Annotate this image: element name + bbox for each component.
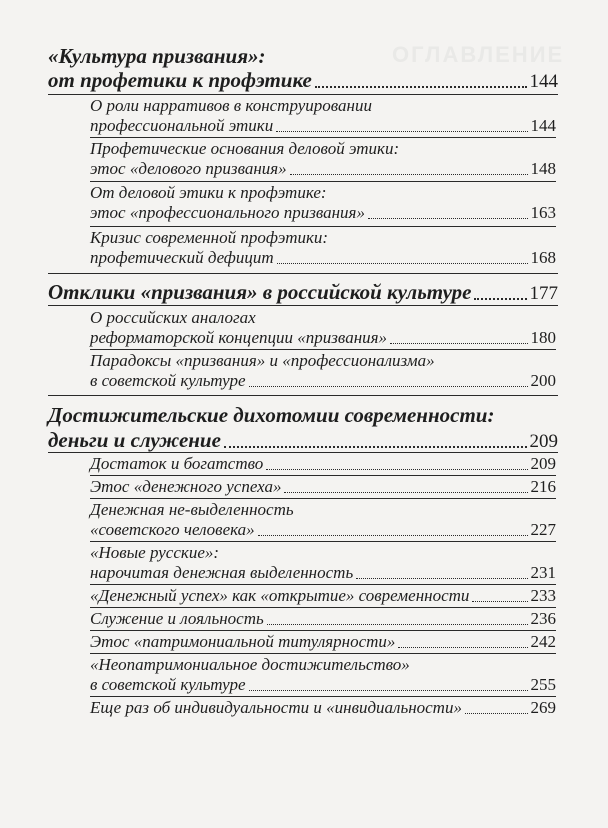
toc-item-1-1-line-1[interactable]: О роли нарративов в конструировании: [90, 96, 372, 115]
page-number: 227: [530, 520, 556, 539]
section-divider: [48, 395, 558, 396]
leader-dots: [276, 131, 527, 132]
page-number: 168: [530, 248, 556, 267]
leader-dots: [390, 343, 527, 344]
item-divider: [90, 541, 556, 542]
leader-dots: [224, 446, 527, 448]
section-3-title-line-2[interactable]: деньги и служение 209: [48, 428, 558, 452]
leader-dots: [474, 298, 526, 300]
toc-item-3-4-line-1[interactable]: «Новые русские»:: [90, 543, 220, 562]
leader-dots: [465, 713, 528, 714]
toc-item-2-1-line-1[interactable]: О российских аналогах: [90, 308, 256, 327]
leader-dots: [398, 647, 527, 648]
item-divider: [90, 696, 556, 697]
page-number: 180: [530, 328, 556, 347]
toc-item-3-3-line-2[interactable]: «советского человека» 227: [90, 520, 556, 539]
page-number: 163: [530, 203, 556, 222]
toc-item-2-2-line-2[interactable]: в советской культуре 200: [90, 371, 556, 390]
toc-item-3-8-line-1[interactable]: «Неопатримониальное достижительство»: [90, 655, 410, 674]
page-number: 236: [530, 609, 556, 628]
page-number: 231: [530, 563, 556, 582]
page-number: 144: [529, 71, 558, 92]
page-number: 242: [530, 632, 556, 651]
toc-item-3-5[interactable]: «Денежный успех» как «открытие» современности 233: [90, 586, 556, 605]
leader-dots: [267, 624, 528, 625]
toc-item-1-1-line-2[interactable]: профессиональной этики 144: [90, 116, 556, 135]
section-2-title[interactable]: Отклики «призвания» в российской культуре 177: [48, 280, 558, 304]
leader-dots: [290, 174, 528, 175]
leader-dots: [277, 263, 528, 264]
page-number: 144: [530, 116, 556, 135]
item-divider: [90, 584, 556, 585]
item-divider: [90, 181, 556, 182]
toc-item-1-3-line-1[interactable]: От деловой этики к профэтике:: [90, 183, 327, 202]
toc-item-2-1-line-2[interactable]: реформаторской концепции «призвания» 180: [90, 328, 556, 347]
leader-dots: [258, 535, 528, 536]
toc-item-1-3-line-2[interactable]: этос «профессионального призвания» 163: [90, 203, 556, 222]
toc-item-3-8-line-2[interactable]: в советской культуре 255: [90, 675, 556, 694]
toc-item-3-6[interactable]: Служение и лояльность 236: [90, 609, 556, 628]
leader-dots: [266, 469, 527, 470]
leader-dots: [284, 492, 527, 493]
toc-item-1-2-line-1[interactable]: Профетические основания деловой этики:: [90, 139, 400, 158]
page-number: 216: [530, 477, 556, 496]
leader-dots: [315, 86, 527, 88]
page-number: 255: [530, 675, 556, 694]
item-divider: [90, 630, 556, 631]
item-divider: [90, 137, 556, 138]
toc-item-1-4-line-1[interactable]: Кризис современной профэтики:: [90, 228, 329, 247]
item-divider: [90, 498, 556, 499]
section-1-title-line-1[interactable]: «Культура призвания»:: [48, 44, 266, 68]
faint-bleedthrough-heading: ОГЛАВЛЕНИЕ: [392, 42, 565, 67]
page-number: 209: [530, 454, 556, 473]
leader-dots: [356, 578, 527, 579]
page-number: 209: [529, 431, 558, 452]
toc-item-3-4-line-2[interactable]: нарочитая денежная выделенность 231: [90, 563, 556, 582]
toc-item-3-1[interactable]: Достаток и богатство 209: [90, 454, 556, 473]
page-number: 269: [530, 698, 556, 717]
item-divider: [90, 653, 556, 654]
toc-item-3-9[interactable]: Еще раз об индивидуальности и «инвидиальности» 269: [90, 698, 556, 717]
leader-dots: [249, 690, 528, 691]
item-divider: [90, 607, 556, 608]
page-number: 177: [529, 283, 558, 304]
toc-item-3-2[interactable]: Этос «денежного успеха» 216: [90, 477, 556, 496]
leader-dots: [249, 386, 528, 387]
toc-item-1-2-line-2[interactable]: этос «делового призвания» 148: [90, 159, 556, 178]
page-number: 148: [530, 159, 556, 178]
section-divider: [48, 305, 558, 306]
section-divider: [48, 452, 558, 453]
section-divider: [48, 273, 558, 274]
page-number: 200: [530, 371, 556, 390]
page-number: 233: [530, 586, 556, 605]
toc-item-1-4-line-2[interactable]: профетический дефицит 168: [90, 248, 556, 267]
leader-dots: [472, 601, 527, 602]
toc-item-3-7[interactable]: Этос «патримониальной титулярности» 242: [90, 632, 556, 651]
toc-item-2-2-line-1[interactable]: Парадоксы «призвания» и «профессионализма»: [90, 351, 435, 370]
section-divider: [48, 94, 558, 95]
item-divider: [90, 475, 556, 476]
leader-dots: [368, 218, 528, 219]
item-divider: [90, 226, 556, 227]
section-3-title-line-1[interactable]: Достижительские дихотомии современности:: [48, 403, 495, 427]
item-divider: [90, 349, 556, 350]
section-1-title-line-2[interactable]: от профетики к профэтике 144: [48, 68, 558, 92]
toc-item-3-3-line-1[interactable]: Денежная не-выделенность: [90, 500, 294, 519]
